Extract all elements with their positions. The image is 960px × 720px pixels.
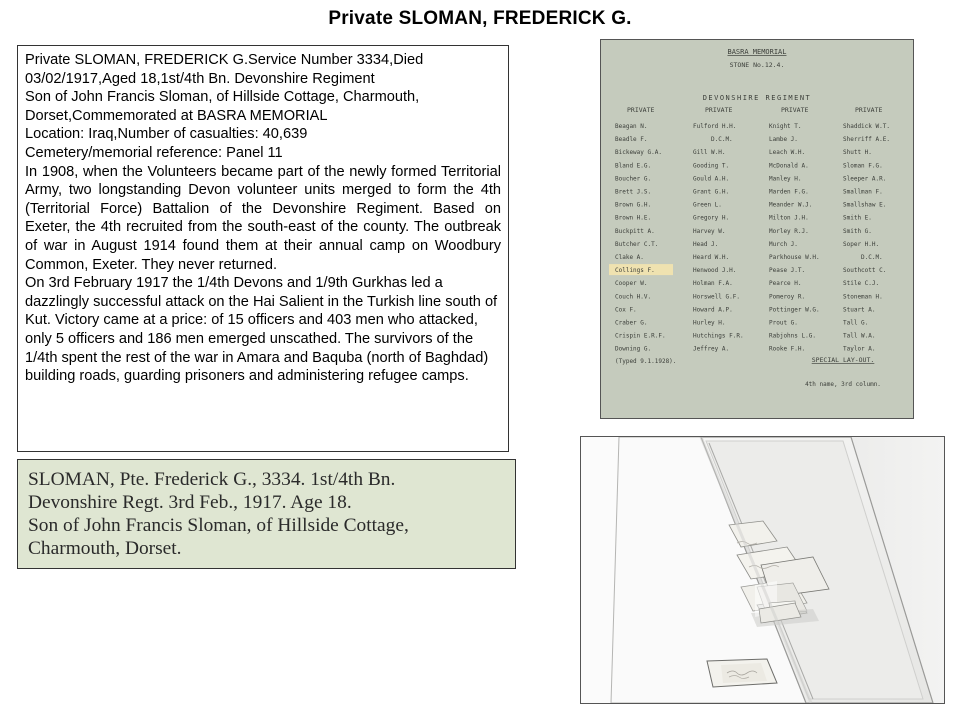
memorial-name-entry: Pearce H. — [769, 280, 802, 288]
memorial-column-head: PRIVATE — [855, 106, 883, 114]
memorial-name-entry: Henwood J.H. — [693, 267, 737, 275]
page-title: Private SLOMAN, FREDERICK G. — [328, 8, 632, 29]
memorial-name-entry: Gooding T. — [693, 162, 730, 170]
cwgc-register-clipping — [17, 459, 516, 569]
memorial-name-entry: Milton J.H. — [769, 214, 809, 222]
memorial-column-head: PRIVATE — [781, 106, 809, 114]
details-line: Location: Iraq,Number of casualties: 40,639 — [25, 126, 308, 143]
memorial-name-entry: Hurley H. — [693, 319, 726, 327]
history-paragraph: In 1908, when the Volunteers became part of the newly formed Territorial Army, two longstanding Devon volunteer units merged to form the 4th (Territorial Force) Battalion of the Devonshire Regiment. Based on Exeter, the 4th recruited from the south-east of the county. The outbreak of war in August 1914 found them at their annual camp on Woodbury Common, Exeter. They never returned. — [25, 163, 501, 273]
memorial-name-entry: Hutchings F.R. — [693, 332, 744, 340]
memorial-name-entry: Couch H.V. — [615, 293, 652, 301]
memorial-name-entry: Meander W.J. — [769, 201, 813, 209]
history-paragraph: On 3rd February 1917 the 1/4th Devons and 1/9th Gurkhas led a dazzlingly successful attack on the Hai Salient in the Turkish line south of Kut. Victory came at a price: of 15 officers and 403 men who attacked, only 5 officers and 186 men emerged unscathed. The survivors of the 1/4th spent the rest of the war in Amara and Baquba (north of Baghdad) building roads, guarding prisoners and administering refugee camps. — [25, 275, 498, 385]
memorial-name-entry: Knight T. — [769, 123, 802, 130]
memorial-name-entry: Parkhouse W.H. — [769, 254, 820, 261]
memorial-name-entry: Smith G. — [843, 227, 872, 235]
memorial-name-entry: Rabjohns L.G. — [769, 332, 816, 340]
memorial-name-entry: Brown H.E. — [615, 214, 652, 222]
memorial-name-entry: Stile C.J. — [843, 280, 880, 288]
memorial-name-entry: Morley R.J. — [769, 227, 809, 235]
memorial-name-entry: Gill W.H. — [693, 149, 726, 157]
memorial-name-entry: Sherriff A.E. — [843, 136, 890, 144]
memorial-stone: STONE No.12.4. — [729, 61, 785, 69]
memorial-name-entry: Tall W.A. — [843, 332, 876, 340]
memorial-column-head: PRIVATE — [627, 106, 655, 114]
details-line: Private SLOMAN, FREDERICK G.Service Number 3334,Died 03/02/1917,Aged 18,1st/4th Bn. Devonshire Regiment — [25, 52, 424, 87]
memorial-name-entry: Murch J. — [769, 240, 798, 248]
memorial-name-entry: Prout G. — [769, 319, 798, 327]
memorial-name-entry: Brett J.S. — [615, 188, 652, 196]
memorial-column-head: PRIVATE — [705, 106, 733, 114]
memorial-name-entry: Clake A. — [615, 254, 644, 261]
memorial-typed-date: (Typed 9.1.1928). — [615, 358, 677, 365]
memorial-display-case-photo — [580, 436, 945, 704]
memorial-name-entry: Sloman F.G. — [843, 162, 883, 170]
memorial-name-entry: Beagan N. — [615, 123, 648, 130]
display-case-image — [581, 437, 944, 703]
memorial-name-entry: Soper H.H. — [843, 240, 880, 248]
memorial-name-entry: D.C.M. — [711, 136, 733, 144]
memorial-name-entry: Sleeper A.R. — [843, 175, 887, 183]
memorial-name-entry: Lambe J. — [769, 136, 798, 144]
memorial-name-entry: Shaddick W.T. — [843, 123, 890, 130]
clipping-line: Devonshire Regt. 3rd Feb., 1917. Age 18. — [28, 492, 352, 513]
memorial-name-entry: Taylor A. — [843, 345, 876, 353]
memorial-name-entry: Green L. — [693, 201, 722, 209]
memorial-name-entry: Smallman F. — [843, 188, 883, 196]
memorial-name-entry: Tall G. — [843, 319, 869, 327]
memorial-name-entry: Stuart A. — [843, 306, 876, 314]
memorial-name-entry: Stoneman H. — [843, 293, 883, 301]
memorial-name-entry: Horswell G.F. — [693, 293, 740, 301]
memorial-name-entry: Buckpitt A. — [615, 227, 655, 235]
memorial-name-entry: Howard A.P. — [693, 306, 733, 314]
memorial-name-entry: Manley H. — [769, 175, 802, 183]
memorial-name-entry: Brown G.H. — [615, 201, 652, 209]
clipping-line: SLOMAN, Pte. Frederick G., 3334. 1st/4th Bn. — [28, 469, 396, 490]
memorial-name-entry: Cox F. — [615, 306, 637, 314]
memorial-name-entry: Downing G. — [615, 345, 652, 353]
memorial-name-entry: Jeffrey A. — [693, 345, 730, 353]
clipping-line: Son of John Francis Sloman, of Hillside Cottage, — [28, 515, 409, 536]
memorial-name-entry: Smith E. — [843, 214, 872, 222]
memorial-name-entry: Head J. — [693, 240, 719, 248]
memorial-name-entry: Gregory H. — [693, 214, 730, 222]
memorial-regiment: DEVONSHIRE REGIMENT — [702, 94, 812, 102]
memorial-name-entry: Marden F.G. — [769, 188, 809, 196]
memorial-name-entry: Boucher G. — [615, 175, 652, 183]
memorial-name-entry: Bland E.G. — [615, 162, 652, 170]
memorial-name-entry: Shutt H. — [843, 149, 872, 157]
memorial-name-entry: Heard W.H. — [693, 254, 730, 261]
memorial-name-entry: Leach W.H. — [769, 149, 806, 157]
memorial-name-entry: Smallshaw E. — [843, 201, 887, 209]
memorial-name-entry: Craber G. — [615, 319, 648, 327]
memorial-name-entry: Rooke F.H. — [769, 345, 806, 353]
memorial-name-entry: Bickeway G.A. — [615, 149, 662, 157]
memorial-name-entry: Southcott C. — [843, 267, 887, 275]
memorial-typed-list — [601, 40, 913, 418]
memorial-name-entry: Cooper W. — [615, 280, 648, 288]
memorial-name-entry: Gould A.H. — [693, 175, 730, 183]
memorial-name-entry: McDonald A. — [769, 162, 809, 170]
memorial-name-entry: Grant G.H. — [693, 188, 730, 196]
memorial-layout-note: SPECIAL LAY-OUT. — [811, 356, 875, 364]
memorial-name-entry: Pottinger W.G. — [769, 306, 820, 314]
memorial-name-entry: Beadle F. — [615, 136, 648, 144]
memorial-name-entry: Pomeroy R. — [769, 293, 806, 301]
memorial-name-entry: Holman F.A. — [693, 280, 733, 288]
memorial-name-entry: Collings F. — [615, 267, 655, 275]
memorial-name-entry: Butcher C.T. — [615, 240, 659, 248]
memorial-name-entry: Crispin E.R.F. — [615, 332, 666, 340]
memorial-name-entry: Pease J.T. — [769, 267, 806, 275]
details-textbox — [17, 45, 509, 452]
memorial-header: BASRA MEMORIAL — [727, 48, 787, 56]
memorial-name-entry: Harvey W. — [693, 227, 726, 235]
memorial-name-entry: Fulford H.H. — [693, 123, 737, 130]
memorial-name-entry: D.C.M. — [861, 254, 883, 261]
memorial-position-note: 4th name, 3rd column. — [805, 381, 881, 388]
details-line: Son of John Francis Sloman, of Hillside Cottage, Charmouth, Dorset,Commemorated at BASRA MEMORIAL — [25, 89, 420, 124]
details-line: Cemetery/memorial reference: Panel 11 — [25, 144, 283, 161]
basra-memorial-document — [600, 39, 914, 419]
clipping-line: Charmouth, Dorset. — [28, 538, 182, 559]
